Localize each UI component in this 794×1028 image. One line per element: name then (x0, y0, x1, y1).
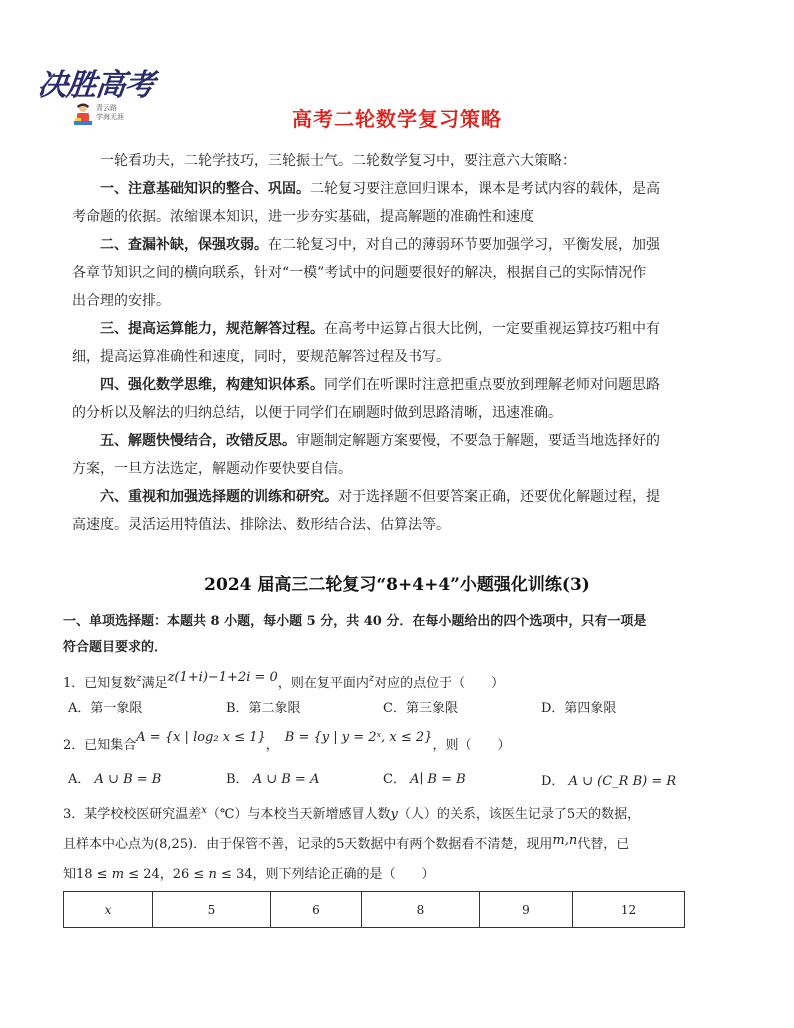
strategy-3: 三、提高运算能力，规范解答过程。在高考中运算占很大比例，一定要重视运算技巧粗中有 细，提高运算准确性和速度，同时，要规范解答过程及书写。 (72, 321, 660, 365)
q1-option-c: C．第三象限 (383, 701, 458, 716)
strategy-5: 五、解题快慢结合，改错反思。审题制定解题方案要慢，不要急于解题，要适当地选择好的 方案，一旦方法选定，解题动作要快要自信。 (72, 433, 660, 477)
strategy-1: 一、注意基础知识的整合、巩固。二轮复习要注意回归课本，课本是考试内容的载体，是高 考命题的依据。浓缩课本知识，进一步夯实基础，提高解题的准确性和速度 (72, 181, 660, 225)
exercise-title: 2024 届高三二轮复习“8+4+4”小题强化训练(3) (204, 575, 590, 595)
q3-data-table (63, 891, 685, 928)
logo-text: 决胜高考 (35, 68, 156, 103)
table-cell: 12 (573, 892, 685, 928)
q1-option-b: B．第二象限 (226, 701, 301, 716)
table-cell: x (64, 892, 153, 928)
part1-instruction-line1: 一、单项选择题：本题共 8 小题，每小题 5 分，共 40 分．在每小题给出的四个选项中，只有一项是 (63, 614, 647, 629)
question-3-line1: 3．某学校校医研究温差$^x$（℃）与本校当天新增感冒人数y（人）的关系，该医生记录了5天的数据， (63, 805, 641, 822)
page-title: 高考二轮数学复习策略 (292, 107, 502, 131)
q2-option-d: D． A ∪ (C_R B) = R (541, 774, 677, 789)
q1-option-a: A．第一象限 (68, 701, 143, 716)
question-2-stem: 2．已知集合A = {x | log₂ x ≤ 1}，B = {y | y = 2ˣ, x ≤ 2}，则（ ） (63, 730, 511, 753)
part1-instruction-line2: 符合题目要求的． (63, 640, 168, 655)
q2-option-a: A． A ∪ B = B (68, 772, 162, 787)
table-cell: 6 (271, 892, 362, 928)
q1-equation: z(1+i)−1+2i = 0 (167, 670, 278, 685)
question-3-line3: 知18 ≤ m ≤ 24，26 ≤ n ≤ 34，则下列结论正确的是（ ） (63, 867, 435, 882)
set-a: A = {x | log₂ x ≤ 1} (136, 730, 266, 745)
table-cell: 8 (362, 892, 480, 928)
strategy-2: 二、查漏补缺，保强攻弱。在二轮复习中，对自己的薄弱环节要加强学习，平衡发展，加强 各章节知识之间的横向联系，针对“一模”考试中的问题要很好的解决，根据自己的实际情况作 出合理的安排。 (72, 237, 660, 309)
table-cell: 9 (480, 892, 573, 928)
q2-option-b: B． A ∪ B = A (226, 772, 320, 787)
intro-text: 一轮看功夫，二轮学技巧，三轮振士气。二轮数学复习中，要注意六大策略： (100, 153, 576, 169)
strategy-6: 六、重视和加强选择题的训练和研究。对于选择题不但要答案正确，还要优化解题过程，提 高速度。灵活运用特值法、排除法、数形结合法、估算法等。 (72, 489, 660, 533)
logo-subtitle: 青云路 学海无涯 (96, 104, 124, 121)
q2-option-c: C． A∣ B = B (383, 772, 466, 787)
question-1-stem: 1．已知复数$^z$满足z(1+i)−1+2i = 0，则在复平面内$^z$对应的点位于（ ） (63, 670, 505, 691)
table-row (64, 892, 685, 928)
question-3-line2: 且样本中心点为(8,25)．由于保管不善，记录的5天数据中有两个数据看不清楚，现用m,n代替，已 (63, 833, 630, 852)
table-cell: 5 (153, 892, 271, 928)
set-b: B = {y | y = 2ˣ, x ≤ 2} (284, 730, 433, 745)
q1-option-d: D．第四象限 (541, 701, 617, 716)
strategy-4: 四、强化数学思维，构建知识体系。同学们在听课时注意把重点要放到理解老师对问题思路 的分析以及解法的归纳总结，以便于同学们在刷题时做到思路清晰，迅速准确。 (72, 377, 660, 421)
